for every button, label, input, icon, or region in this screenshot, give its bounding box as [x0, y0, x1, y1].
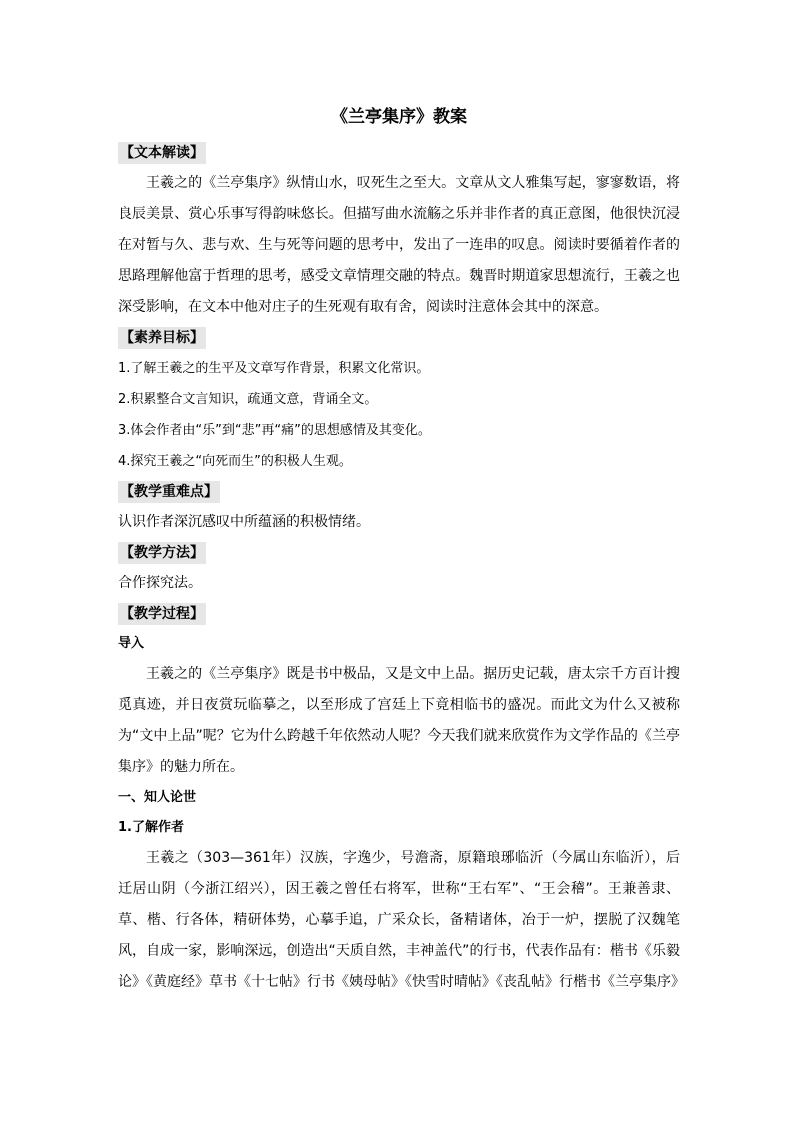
section-keypoints [118, 477, 680, 538]
goal-item: 2.积累整合文言知识，疏通文意，背诵全文。 [118, 392, 378, 407]
section-goals [118, 323, 680, 477]
section-reading [118, 138, 680, 323]
section-method [118, 538, 680, 599]
section-heading-reading: 【文本解读】 [118, 142, 206, 164]
reading-paragraph: 王羲之的《兰亭集序》纵情山水，叹死生之至大。文章从文人雅集写起，寥寥数语，将良辰美景、赏心乐事写得韵味悠长。但描写曲水流觞之乐并非作者的真正意图，他很快沉浸在对暂与久、悲与欢、生与死等问题的思考中，发出了一连串的叹息。阅读时要循着作者的思路理解他富于哲理的思考，感受文章情理交融的特点。魏晋时期道家思想流行，王羲之也深受影响，在文本中他对庄子的生死观有取有舍，阅读时注意体会其中的深意。 [118, 175, 680, 315]
goal-item: 3.体会作者由“乐”到“悲”再“痛”的思想感情及其变化。 [118, 423, 431, 438]
part1-sub-label: 1.了解作者 [118, 820, 184, 835]
goal-item: 1.了解王羲之的生平及文章写作背景，积累文化常识。 [118, 361, 430, 376]
section-heading-keypoints: 【教学重难点】 [118, 481, 220, 503]
intro-paragraph: 王羲之的《兰亭集序》既是书中极品，又是文中上品。据历史记载，唐太宗千方百计搜觅真迹，并日夜赏玩临摹之，以至形成了宫廷上下竟相临书的盛况。而此文为什么又被称为“文中上品”呢？它为什么跨越千年依然动人呢？今天我们就来欣赏作为文学作品的《兰亭集序》的魅力所在。 [118, 666, 680, 775]
section-heading-process: 【教学过程】 [118, 603, 206, 625]
document-page [118, 100, 685, 998]
goal-item: 4.探究王羲之“向死而生”的积极人生观。 [118, 454, 352, 469]
section-heading-goals: 【素养目标】 [118, 327, 206, 349]
section-heading-method: 【教学方法】 [118, 542, 206, 564]
intro-label: 导入 [118, 636, 145, 651]
section-process [118, 599, 685, 998]
author-paragraph: 王羲之（303—361年）汉族，字逸少，号澹斋，原籍琅琊临沂（今属山东临沂），后迁居山阴（今浙江绍兴），因王羲之曾任右将军，世称“王右军”、“王会稽”。王兼善隶、草、楷、行各体，精研体势，心摹手追，广采众长，备精诸体，冶于一炉，摆脱了汉魏笔风，自成一家，影响深远，创造出“天质自然，丰神盖代”的行书，代表作品有：楷书《乐毅论》《黄庭经》草书《十七帖》行书《姨母帖》《快雪时晴帖》《丧乱帖》行楷书《兰亭集序》 [118, 850, 685, 990]
part1-label: 一、知人论世 [118, 790, 197, 805]
keypoints-text: 认识作者深沉感叹中所蕴涵的积极情绪。 [118, 514, 370, 530]
page-title: 《兰亭集序》教案 [331, 107, 467, 127]
method-text: 合作探究法。 [118, 575, 202, 591]
